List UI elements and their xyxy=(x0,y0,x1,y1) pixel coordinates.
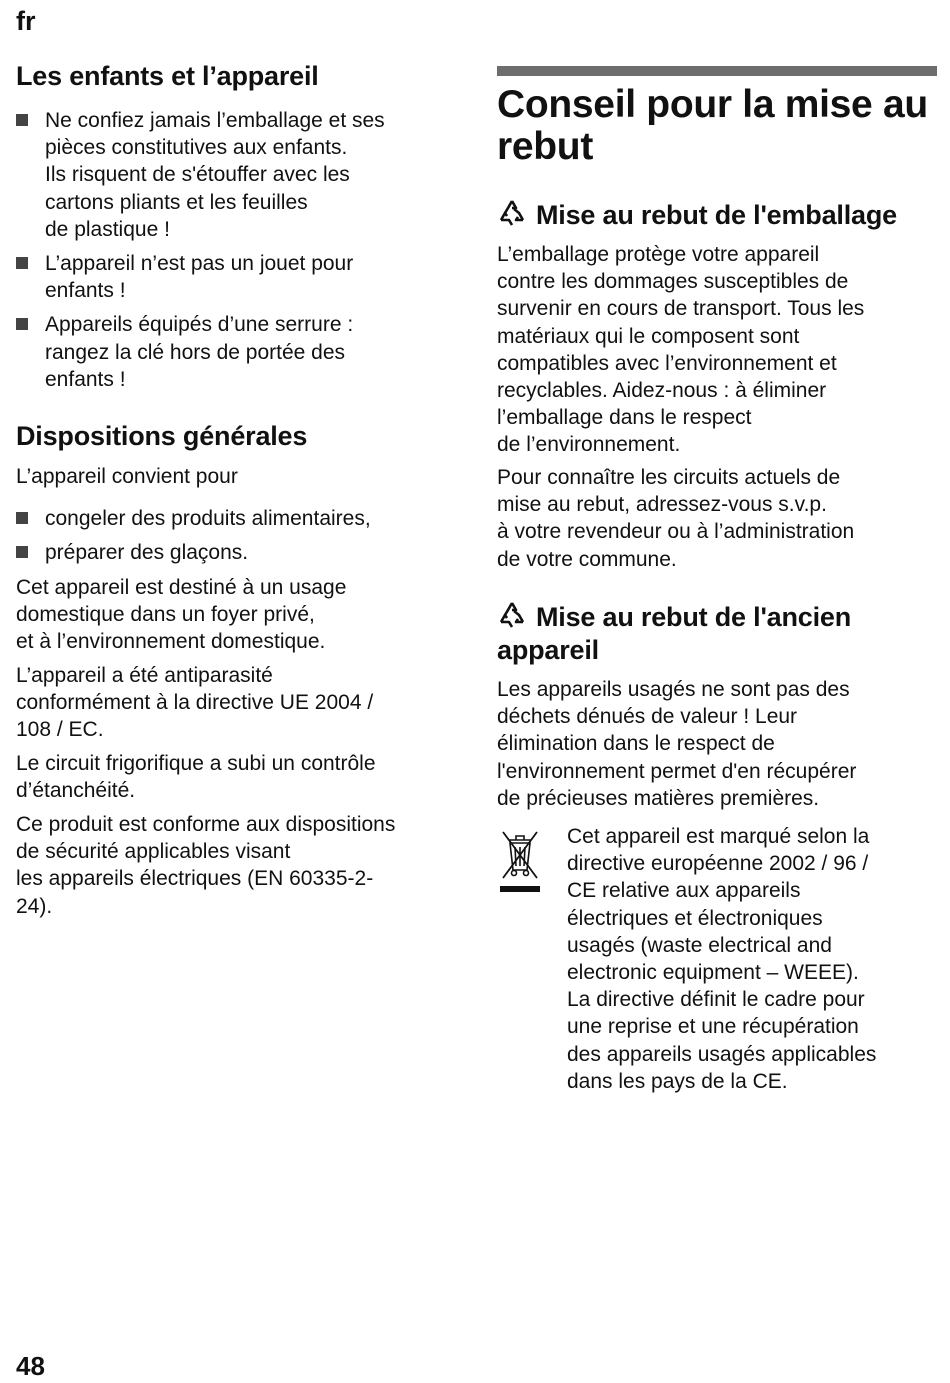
packaging-paragraph: L’emballage protège votre appareil contre les dommages susceptibles de survenir en cours de transport. Tous les matériaux qui le composent sont compatibles avec l’environnement et recyclables. Aidez-nous : à éliminer l’emballage dans le respect de l’environnement. xyxy=(497,243,865,457)
section-title-general: Dispositions générales xyxy=(16,421,308,451)
language-tag: fr xyxy=(16,6,36,36)
page-number: 48 xyxy=(16,1351,45,1381)
general-paragraph: Cet appareil est destiné à un usage domestique dans un foyer privé, et à l’environnement domestique. xyxy=(16,576,347,654)
bullet-icon xyxy=(16,114,28,126)
old-appliance-paragraph: Les appareils usagés ne sont pas des déchets dénués de valeur ! Leur élimination dans le respect de l'environnement permet d'en récupérer de précieuses matières premières. xyxy=(497,678,857,810)
list-item: préparer des glaçons. xyxy=(16,539,466,566)
general-intro: L’appareil convient pour xyxy=(16,465,238,488)
list-item: Ne confiez jamais l’emballage et ses pièces constitutives aux enfants. Ils risquent de s'étouffer avec les cartons pliants et les feuilles de plastique ! xyxy=(16,107,466,243)
bullet-icon xyxy=(16,257,28,269)
section-title-children: Les enfants et l’appareil xyxy=(16,61,319,91)
children-list xyxy=(16,107,466,400)
general-paragraph: Le circuit frigorifique a subi un contrôle d’étanchéité. xyxy=(16,752,376,803)
section-rule xyxy=(497,66,937,76)
list-item: congeler des produits alimentaires, xyxy=(16,505,466,532)
weee-crossed-bin-icon xyxy=(497,826,543,896)
general-paragraph: Ce produit est conforme aux dispositions de sécurité applicables visant les appareils électriques (EN 60335-2- 24). xyxy=(16,813,396,918)
section-title-packaging: Mise au rebut de l'emballage xyxy=(497,198,897,232)
recycle-icon xyxy=(497,198,527,228)
page-title: Conseil pour la mise au rebut xyxy=(497,83,928,168)
bullet-icon xyxy=(16,546,28,558)
packaging-paragraph: Pour connaître les circuits actuels de mise au rebut, adressez-vous s.v.p. à votre revendeur ou à l’administration de votre commune. xyxy=(497,466,855,571)
bullet-icon xyxy=(16,318,28,330)
general-list xyxy=(16,505,466,573)
bullet-icon xyxy=(16,512,28,524)
recycle-icon xyxy=(497,600,527,630)
weee-paragraph: Cet appareil est marqué selon la directive européenne 2002 / 96 / CE relative aux appareils électriques et électroniques usagés (waste electrical and electronic equipment – WEEE). La directive définit le cadre pour une reprise et une récupération des appareils usagés applicables dans les pays de la CE. xyxy=(567,825,877,1093)
section-title-old-appliance: Mise au rebut de l'ancien appareil xyxy=(497,602,852,665)
list-item: Appareils équipés d’une serrure : rangez la clé hors de portée des enfants ! xyxy=(16,311,466,393)
general-paragraph: L’appareil a été antiparasité conformément à la directive UE 2004 / 108 / EC. xyxy=(16,664,374,742)
list-item: L’appareil n’est pas un jouet pour enfants ! xyxy=(16,250,466,304)
